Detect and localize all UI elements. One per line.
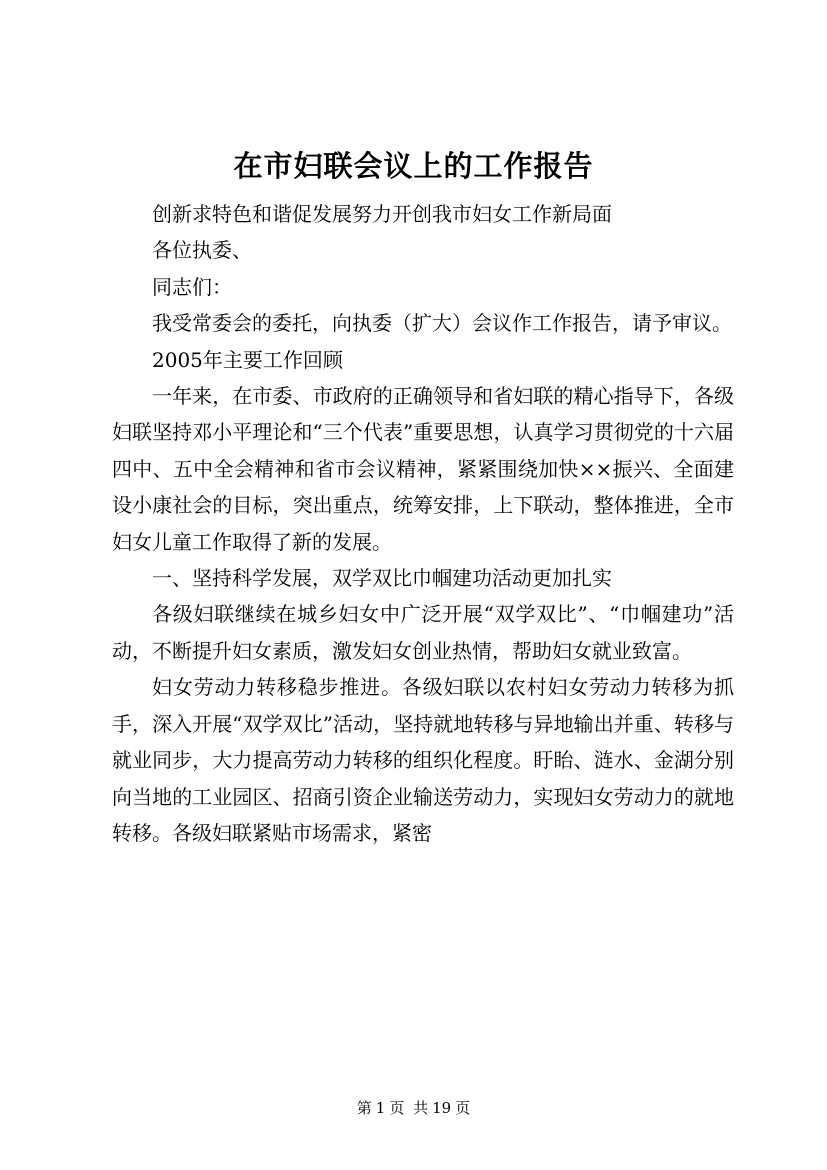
page-footer: [0, 1098, 827, 1118]
body-paragraph: 一年来，在市委、市政府的正确领导和省妇联的精心指导下，各级妇联坚持邓小平理论和“三个代表”重要思想，认真学习贯彻党的十六届四中、五中全会精神和省市会议精神，紧紧围绕加快××振兴、全面建设小康社会的目标，突出重点，统筹安排，上下联动，整体推进，全市妇女儿童工作取得了新的发展。: [112, 384, 734, 554]
total-pages: 19: [432, 1099, 452, 1117]
body-paragraph: 各级妇联继续在城乡妇女中广泛开展“双学双比”、“巾帼建功”活动，不断提升妇女素质，激发妇女创业热情，帮助妇女就业致富。: [112, 602, 734, 663]
salutation-paragraph: 各位执委、: [152, 238, 252, 263]
body-paragraph: 我受常委会的委托，向执委（扩大）会议作工作报告，请予审议。: [152, 311, 732, 336]
body-paragraph: 妇女劳动力转移稳步推进。各级妇联以农村妇女劳动力转移为抓手，深入开展“双学双比”活动，坚持就地转移与异地输出并重、转移与就业同步，大力提高劳动力转移的组织化程度。盱眙、涟水、金湖分别向当地的工业园区、招商引资企业输送劳动力，实现妇女劳动力的就地转移。各级妇联紧贴市场需求，紧密: [112, 675, 734, 845]
page-label-prefix: 第: [356, 1099, 372, 1117]
section-heading: 2005年主要工作回顾: [152, 347, 343, 372]
total-label-suffix: 页: [455, 1099, 471, 1117]
section-heading: 一、坚持科学发展，双学双比巾帼建功活动更加扎实: [152, 566, 612, 591]
document-title: 在市妇联会议上的工作报告: [233, 149, 594, 183]
subtitle-paragraph: 创新求特色和谐促发展努力开创我市妇女工作新局面: [152, 202, 612, 226]
document-body: [112, 196, 734, 851]
total-label-prefix: 共: [413, 1099, 429, 1117]
page-number: 1: [375, 1099, 386, 1117]
page-label-suffix: 页: [389, 1099, 405, 1117]
salutation-paragraph: 同志们：: [152, 274, 232, 299]
